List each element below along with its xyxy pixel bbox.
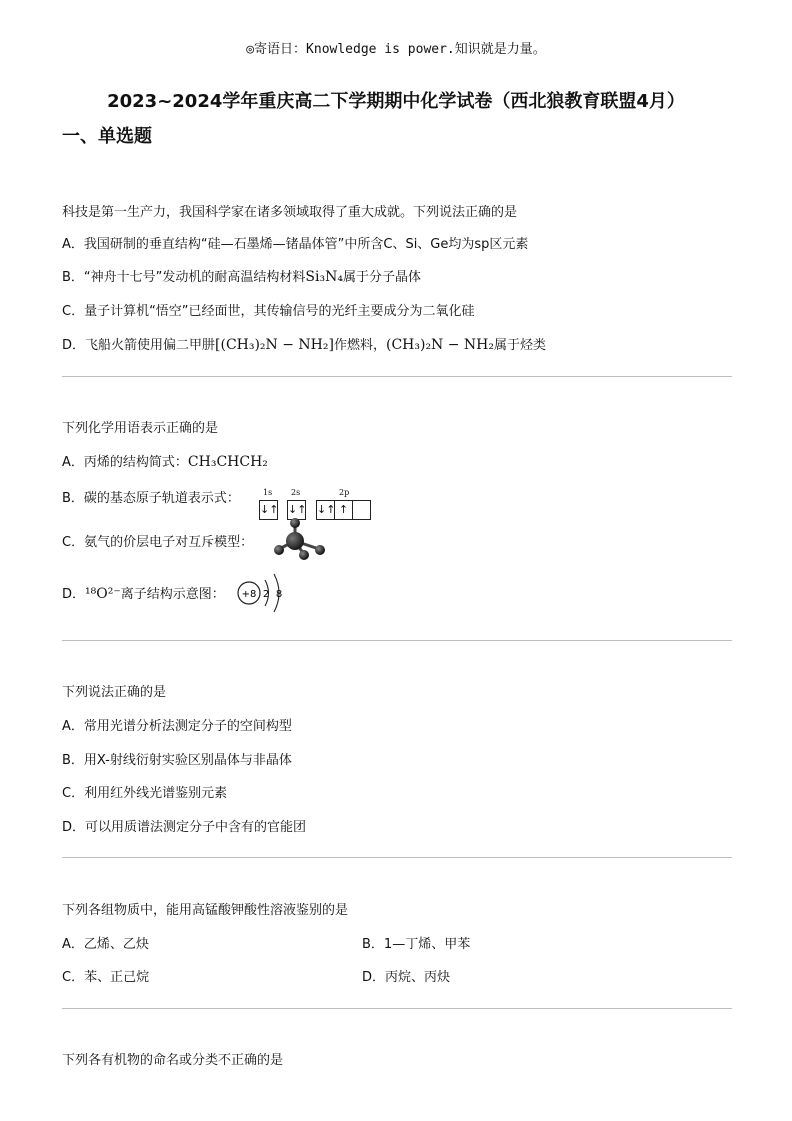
orbital-label-2s: 2s [291,488,301,497]
question-3-option-d: D．可以用质谱法测定分子中含有的官能团 [62,820,307,835]
question-4-stem: 下列各组物质中，能用高锰酸钾酸性溶液鉴别的是 [62,903,349,918]
divider [62,1008,732,1009]
question-1-option-d [62,334,546,353]
option-d-suffix: 离子结构示意图： [120,587,225,602]
orbital-label-2p: 2p [339,488,350,497]
orbital-label-1s: 1s [263,488,273,497]
lone-pair-sphere [290,518,300,528]
question-3-option-b: B．用X-射线衍射实验区别晶体与非晶体 [62,753,292,768]
question-3-option-a: A．常用光谱分析法测定分子的空间构型 [62,719,292,734]
propene-formula: CH₃CHCH₂ [187,454,268,470]
question-2-option-d [62,583,225,602]
option-d-text: D．飞船火箭使用偏二甲肼 [62,338,216,353]
question-4-option-b: B．1—丁烯、甲苯 [362,937,471,952]
question-4-option-d: D．丙烷、丙炔 [362,970,451,985]
question-4-option-c: C．苯、正己烷 [62,970,150,985]
orbital-box-1s: ↓↑ [259,500,278,520]
question-1-option-b [62,266,421,285]
divider [62,640,732,641]
divider [62,857,732,858]
shell-1-electrons: 2 [262,589,270,600]
question-2-option-b: B．碳的基态原子轨道表示式： [62,491,240,506]
udmh-formula: (CH₃)₂N − NH₂ [385,337,495,353]
option-b-suffix: 属于分子晶体 [342,270,421,285]
page-motto: ◎寄语日：Knowledge is power.知识就是力量。 [246,42,546,57]
nucleus-charge: +8 [241,589,257,600]
divider [62,376,732,377]
oxygen-ion-structure-diagram [234,570,290,616]
question-2-option-c: C．氨气的价层电子对互斥模型： [62,535,254,550]
oxygen-ion-symbol: ¹⁸O²⁻ [85,586,121,602]
question-1-option-c: C．量子计算机“悟空”已经面世，其传输信号的光纤主要成分为二氧化硅 [62,304,475,319]
question-1-option-a: A．我国研制的垂直结构“硅—石墨烯—锗晶体管”中所含C、Si、Ge均为sp区元素 [62,237,529,252]
question-5-stem: 下列各有机物的命名或分类不正确的是 [62,1053,284,1068]
nitrogen-sphere [286,532,304,550]
ammonia-vsepr-model [271,517,329,561]
option-d-mid: 作燃料， [333,338,386,353]
hydrogen-sphere [315,545,325,555]
question-1-stem: 科技是第一生产力，我国科学家在诸多领域取得了重大成就。下列说法正确的是 [62,205,518,220]
orbital-box-2p-2: ↑ [334,500,353,520]
question-3-stem: 下列说法正确的是 [62,685,167,700]
si3n4-formula: Si₃N₄ [305,269,343,285]
option-a-text: A．丙烯的结构简式： [62,455,188,470]
shell-2-electrons: 8 [275,589,283,600]
option-d-suffix: 属于烃类 [494,338,547,353]
question-4-option-a: A．乙烯、乙炔 [62,937,149,952]
orbital-box-2s: ↓↑ [287,500,306,520]
orbital-box-2p-1: ↓↑ [316,500,335,520]
exam-title: 2023~2024学年重庆高二下学期期中化学试卷（西北狼教育联盟4月） [107,91,685,112]
question-3-option-c: C．利用红外线光谱鉴别元素 [62,786,228,801]
option-d-text: D． [62,587,86,602]
question-2-option-a [62,451,268,470]
question-2-stem: 下列化学用语表示正确的是 [62,421,219,436]
orbital-box-2p-3 [352,500,371,520]
section-heading: 一、单选题 [62,126,152,147]
option-b-text: B．“神舟十七号”发动机的耐高温结构材料 [62,270,306,285]
hydrogen-sphere [299,550,309,560]
udmh-formula-bracketed: [(CH₃)₂N − NH₂] [215,337,334,353]
hydrogen-sphere [274,545,284,555]
